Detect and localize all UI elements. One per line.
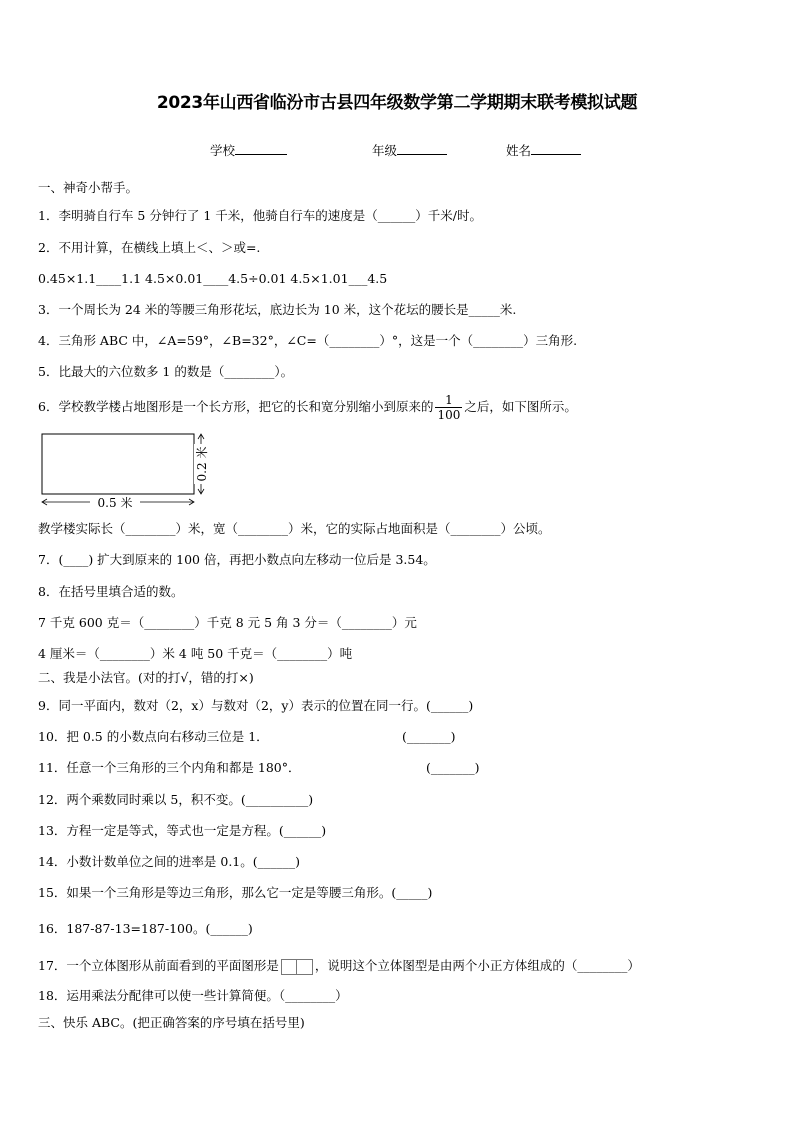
section-2-heading: 二、我是小法官。(对的打√，错的打×) xyxy=(38,670,254,685)
question-4: 4．三角形 ABC 中，∠A=59°，∠B=32°，∠C=（________）°，这是一个（________）三角形. xyxy=(38,333,578,348)
question-8-line-1: 7 千克 600 克＝（________）千克 8 元 5 角 3 分＝（________）元 xyxy=(38,615,417,630)
grade-label: 年级 xyxy=(372,143,398,158)
name-field[interactable] xyxy=(506,142,581,159)
question-17-text-end: ，说明这个立体图型是由两个小正方体组成的（________） xyxy=(314,958,640,973)
fraction xyxy=(435,393,462,422)
question-5: 5．比最大的六位数多 1 的数是（________）。 xyxy=(38,364,294,379)
question-12: 12．两个乘数同时乘以 5，积不变。(__________) xyxy=(38,792,314,807)
question-10-answer[interactable]: (_______) xyxy=(402,729,456,744)
grade-field[interactable] xyxy=(372,142,447,159)
question-3: 3．一个周长为 24 米的等腰三角形花坛，底边长为 10 米，这个花坛的腰长是_____米. xyxy=(38,302,517,317)
question-6-text: 6．学校教学楼占地图形是一个长方形，把它的长和宽分别缩小到原来的 xyxy=(38,399,434,414)
question-17 xyxy=(38,958,640,975)
section-1-heading: 一、神奇小帮手。 xyxy=(38,180,139,195)
question-6-text-end: 之后，如下图所示。 xyxy=(464,399,577,414)
name-blank[interactable] xyxy=(531,142,581,155)
question-10: 10．把 0.5 的小数点向右移动三位是 1． xyxy=(38,729,269,744)
question-14: 14．小数计数单位之间的进率是 0.1。(______) xyxy=(38,854,301,869)
two-square-figure-icon xyxy=(281,959,313,975)
question-11: 11．任意一个三角形的三个内角和都是 180°． xyxy=(38,760,301,775)
width-label: 0.5 米 xyxy=(97,496,133,510)
question-7: 7．(____) 扩大到原来的 100 倍，再把小数点向左移动一位后是 3.54。 xyxy=(38,552,436,567)
school-blank[interactable] xyxy=(235,142,287,155)
page-title: 2023年山西省临汾市古县四年级数学第二学期期末联考模拟试题 xyxy=(156,93,638,113)
question-13: 13．方程一定是等式，等式也一定是方程。(______) xyxy=(38,823,327,838)
question-17-text: 17．一个立体图形从前面看到的平面图形是 xyxy=(38,958,279,973)
rectangle-figure xyxy=(36,428,216,512)
question-6-answer: 教学楼实际长（________）米，宽（________）米，它的实际占地面积是（________）公顷。 xyxy=(38,521,551,536)
fraction-numerator: 1 xyxy=(435,393,462,408)
question-15: 15．如果一个三角形是等边三角形，那么它一定是等腰三角形。(_____) xyxy=(38,885,433,900)
school-label: 学校 xyxy=(210,143,236,158)
section-3-heading: 三、快乐 ABC。(把正确答案的序号填在括号里) xyxy=(38,1015,305,1030)
question-2: 2．不用计算，在横线上填上＜、＞或=. xyxy=(38,240,261,255)
question-16: 16．187-87-13=187-100。(______) xyxy=(38,921,253,936)
question-8-line-2: 4 厘米＝（________）米 4 吨 50 千克＝（________）吨 xyxy=(38,646,353,661)
question-8: 8．在括号里填合适的数。 xyxy=(38,584,184,599)
height-label: 0.2 米 xyxy=(195,446,209,482)
question-11-answer[interactable]: (_______) xyxy=(426,760,480,775)
question-6 xyxy=(38,392,577,422)
question-1: 1．李明骑自行车 5 分钟行了 1 千米，他骑自行车的速度是（______）千米/时。 xyxy=(38,208,482,223)
fraction-denominator: 100 xyxy=(437,408,461,422)
question-9: 9．同一平面内，数对（2，x）与数对（2，y）表示的位置在同一行。(______) xyxy=(38,698,474,713)
grade-blank[interactable] xyxy=(397,142,447,155)
rectangle-shape xyxy=(42,434,194,494)
name-label: 姓名 xyxy=(506,143,532,158)
question-18: 18．运用乘法分配律可以使一些计算简便。（________） xyxy=(38,988,348,1003)
question-2-items: 0.45×1.1____1.1 4.5×0.01____4.5÷0.01 4.5×1.01___4.5 xyxy=(38,271,388,286)
school-field[interactable] xyxy=(210,142,287,159)
